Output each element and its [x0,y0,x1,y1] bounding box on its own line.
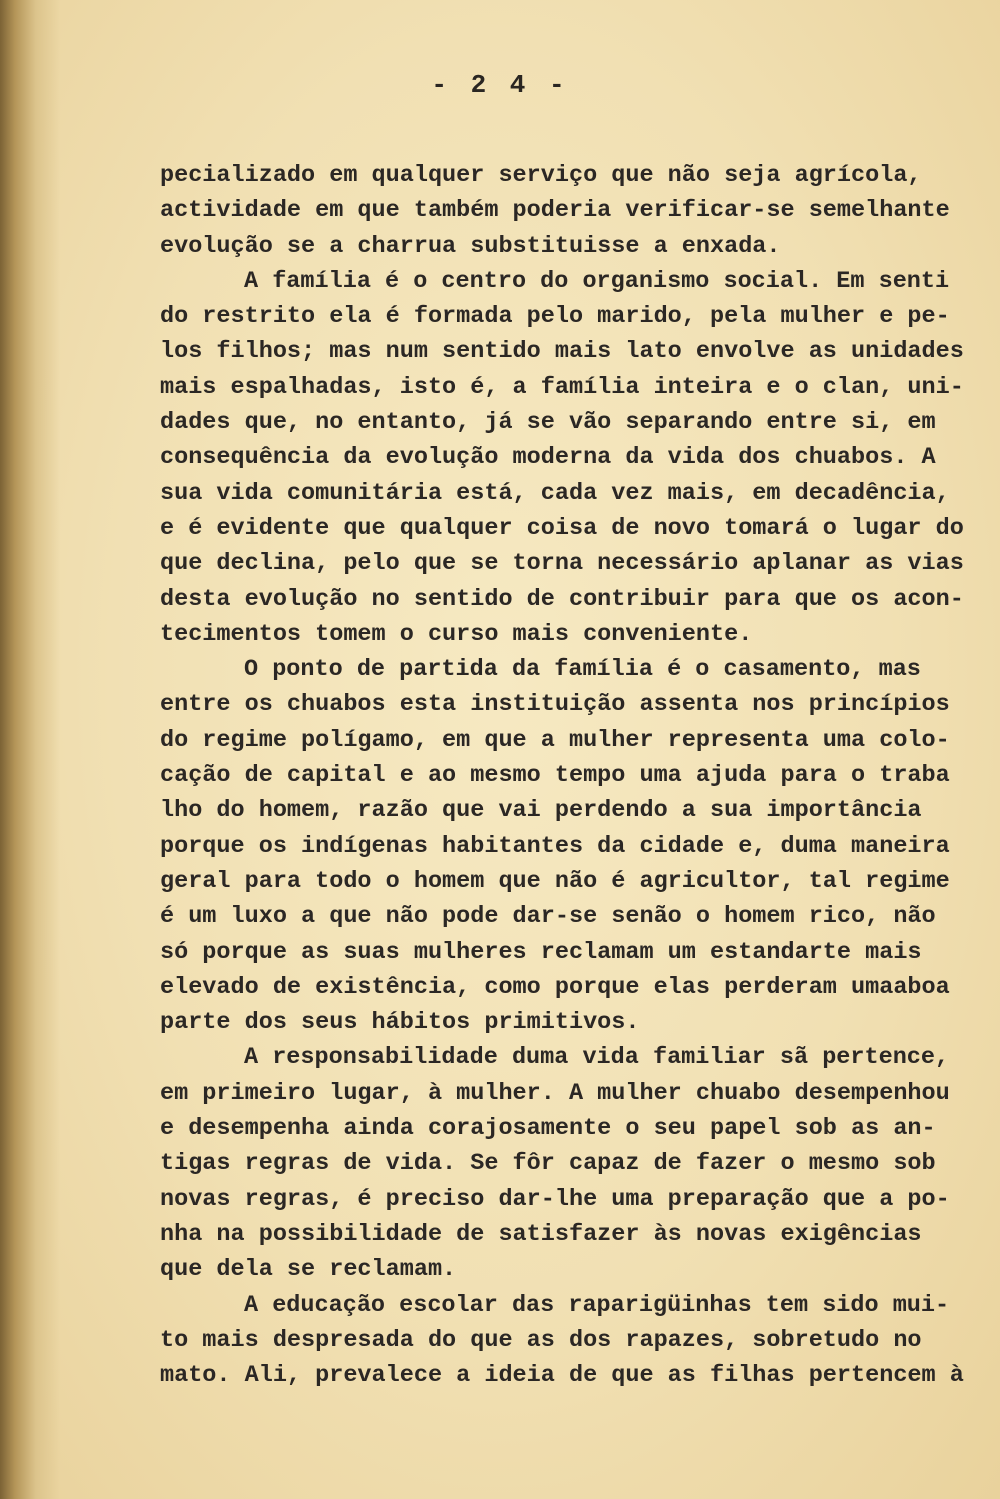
text-line: A família é o centro do organismo social. Em senti [244,267,950,295]
text-line: mato. Ali, prevalece a ideia de que as filhas pertencem à [160,1362,964,1390]
text-line: parte dos seus hábitos primitivos. [160,1009,640,1037]
text-line: geral para todo o homem que não é agricultor, tal regime [160,867,950,895]
text-line: só porque as suas mulheres reclamam um estandarte mais [160,938,922,966]
text-line: novas regras, é preciso dar-lhe uma preparação que a po- [160,1185,950,1213]
text-line: A educação escolar das raparigüinhas tem sido mui- [244,1291,950,1319]
text-line: actividade em que também poderia verificar-se semelhante [160,197,950,225]
text-line: tecimentos tomem o curso mais conveniente. [160,620,753,648]
text-line: los filhos; mas num sentido mais lato envolve as unidades [160,338,964,366]
text-line: é um luxo a que não pode dar-se senão o homem rico, não [160,903,936,931]
text-line: do regime polígamo, em que a mulher representa uma colo- [160,726,950,754]
text-line: entre os chuabos esta instituição assenta nos princípios [160,691,950,719]
text-line: lho do homem, razão que vai perdendo a sua importância [160,797,922,825]
text-line: cação de capital e ao mesmo tempo uma ajuda para o traba [160,762,950,790]
text-line: que declina, pelo que se torna necessário aplanar as vias [160,550,964,578]
paragraph [160,158,960,264]
text-line: tigas regras de vida. Se fôr capaz de fazer o mesmo sob [160,1150,936,1178]
page-gutter-shadow [0,0,60,1499]
text-line: mais espalhadas, isto é, a família inteira e o clan, uni- [160,373,964,401]
text-line: que dela se reclamam. [160,1256,457,1284]
text-line: desta evolução no sentido de contribuir para que os acon- [160,585,964,613]
text-line: e é evidente que qualquer coisa de novo tomará o lugar do [160,514,964,542]
text-line: elevado de existência, como porque elas perderam umaaboa [160,973,950,1001]
text-line: nha na possibilidade de satisfazer às novas exigências [160,1220,922,1248]
text-line: em primeiro lugar, à mulher. A mulher chuabo desempenhou [160,1079,950,1107]
text-line: sua vida comunitária está, cada vez mais, em decadência, [160,479,950,507]
text-line: consequência da evolução moderna da vida dos chuabos. A [160,444,936,472]
paragraph [160,1040,960,1287]
text-line: dades que, no entanto, já se vão separando entre si, em [160,409,936,437]
paragraph [160,264,964,652]
page-number: - 2 4 - [431,70,569,100]
text-line: A responsabilidade duma vida familiar sã pertence, [244,1044,950,1072]
text-line: e desempenha ainda corajosamente o seu papel sob as an- [160,1115,936,1143]
text-line: evolução se a charrua substituisse a enxada. [160,232,781,260]
text-line: porque os indígenas habitantes da cidade e, duma maneira [160,832,950,860]
text-line: to mais despresada do que as dos rapazes, sobretudo no [160,1326,922,1354]
text-line: O ponto de partida da família é o casamento, mas [244,656,921,684]
text-line: pecializado em qualquer serviço que não seja agrícola, [160,162,922,189]
paragraph [160,1288,964,1394]
body-text [160,158,964,1393]
paragraph [160,652,960,1040]
text-line: do restrito ela é formada pelo marido, pela mulher e pe- [160,303,950,331]
